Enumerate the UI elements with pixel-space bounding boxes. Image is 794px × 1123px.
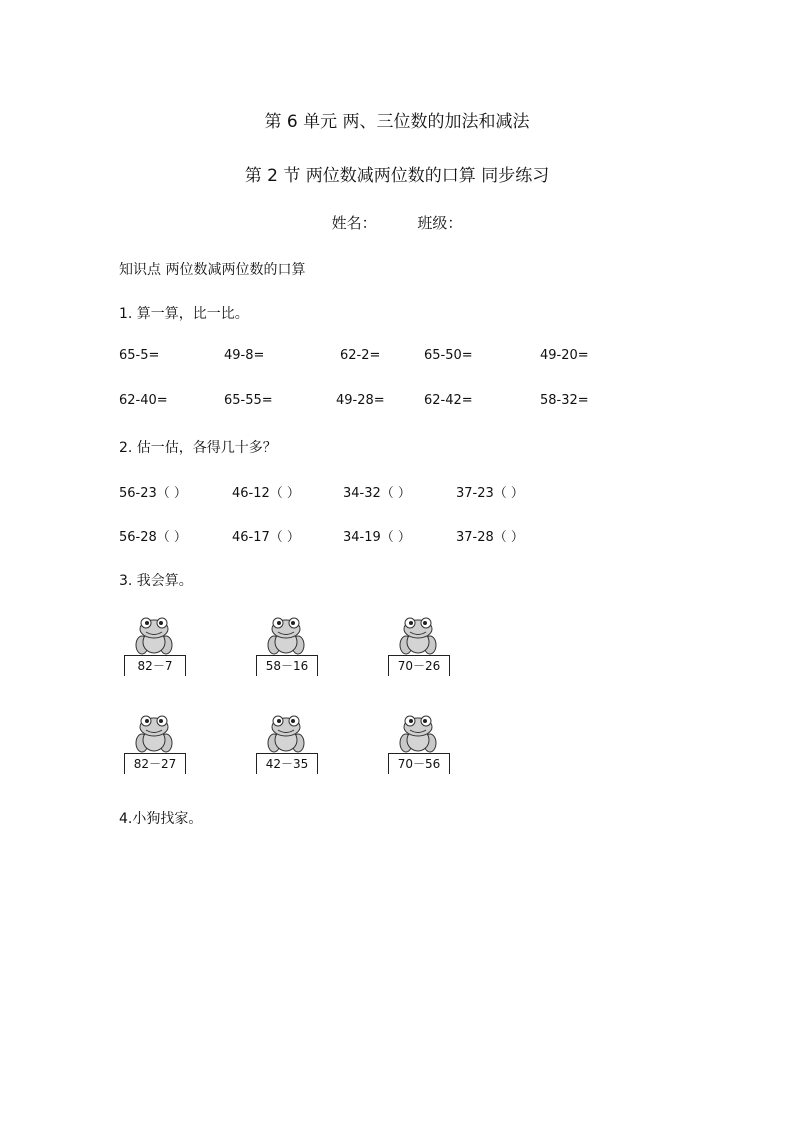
q1-item: 49-20= — [540, 348, 589, 363]
q1-item: 65-5= — [119, 348, 160, 363]
frog-expression: 70－56 — [388, 753, 450, 774]
name-label: 姓名： — [331, 214, 377, 232]
q1-item: 58-32= — [540, 393, 589, 408]
frog-expression: 70－26 — [388, 655, 450, 676]
frog-icon — [386, 713, 450, 755]
frog-card — [122, 615, 186, 679]
unit-title: 第 6 单元 两、三位数的加法和减法 — [264, 112, 530, 132]
q1-title: 1. 算一算，比一比。 — [119, 306, 249, 322]
q4-title: 4.小狗找家。 — [119, 811, 203, 827]
frog-icon — [122, 713, 186, 755]
frog-expression: 58－16 — [256, 655, 318, 676]
q2-item: 46-17（ ） — [232, 530, 300, 545]
class-label: 班级： — [417, 214, 463, 232]
q1-item: 49-8= — [224, 348, 265, 363]
q2-item: 46-12（ ） — [232, 486, 300, 501]
q2-item: 37-28（ ） — [456, 530, 524, 545]
frog-expression: 82－27 — [124, 753, 186, 774]
q2-item: 37-23（ ） — [456, 486, 524, 501]
q3-title: 3. 我会算。 — [119, 573, 193, 589]
frog-card — [122, 713, 186, 777]
q1-item: 62-42= — [424, 393, 473, 408]
frog-icon — [254, 713, 318, 755]
frog-card — [386, 615, 450, 679]
q1-item: 62-40= — [119, 393, 168, 408]
q2-item: 56-28（ ） — [119, 530, 187, 545]
q2-item: 56-23（ ） — [119, 486, 187, 501]
q2-item: 34-19（ ） — [343, 530, 411, 545]
section-title: 第 2 节 两位数减两位数的口算 同步练习 — [244, 166, 550, 186]
q1-item: 62-2= — [340, 348, 381, 363]
q1-item: 65-55= — [224, 393, 273, 408]
q1-item: 65-50= — [424, 348, 473, 363]
q1-item: 49-28= — [336, 393, 385, 408]
frog-icon — [386, 615, 450, 657]
knowledge-point: 知识点 两位数减两位数的口算 — [119, 262, 306, 278]
frog-icon — [122, 615, 186, 657]
frog-expression: 82－7 — [124, 655, 186, 676]
frog-icon — [254, 615, 318, 657]
frog-expression: 42－35 — [256, 753, 318, 774]
q2-item: 34-32（ ） — [343, 486, 411, 501]
frog-card — [254, 713, 318, 777]
name-class-row — [0, 212, 794, 233]
frog-card — [386, 713, 450, 777]
frog-card — [254, 615, 318, 679]
q2-title: 2. 估一估，各得几十多？ — [119, 440, 277, 456]
